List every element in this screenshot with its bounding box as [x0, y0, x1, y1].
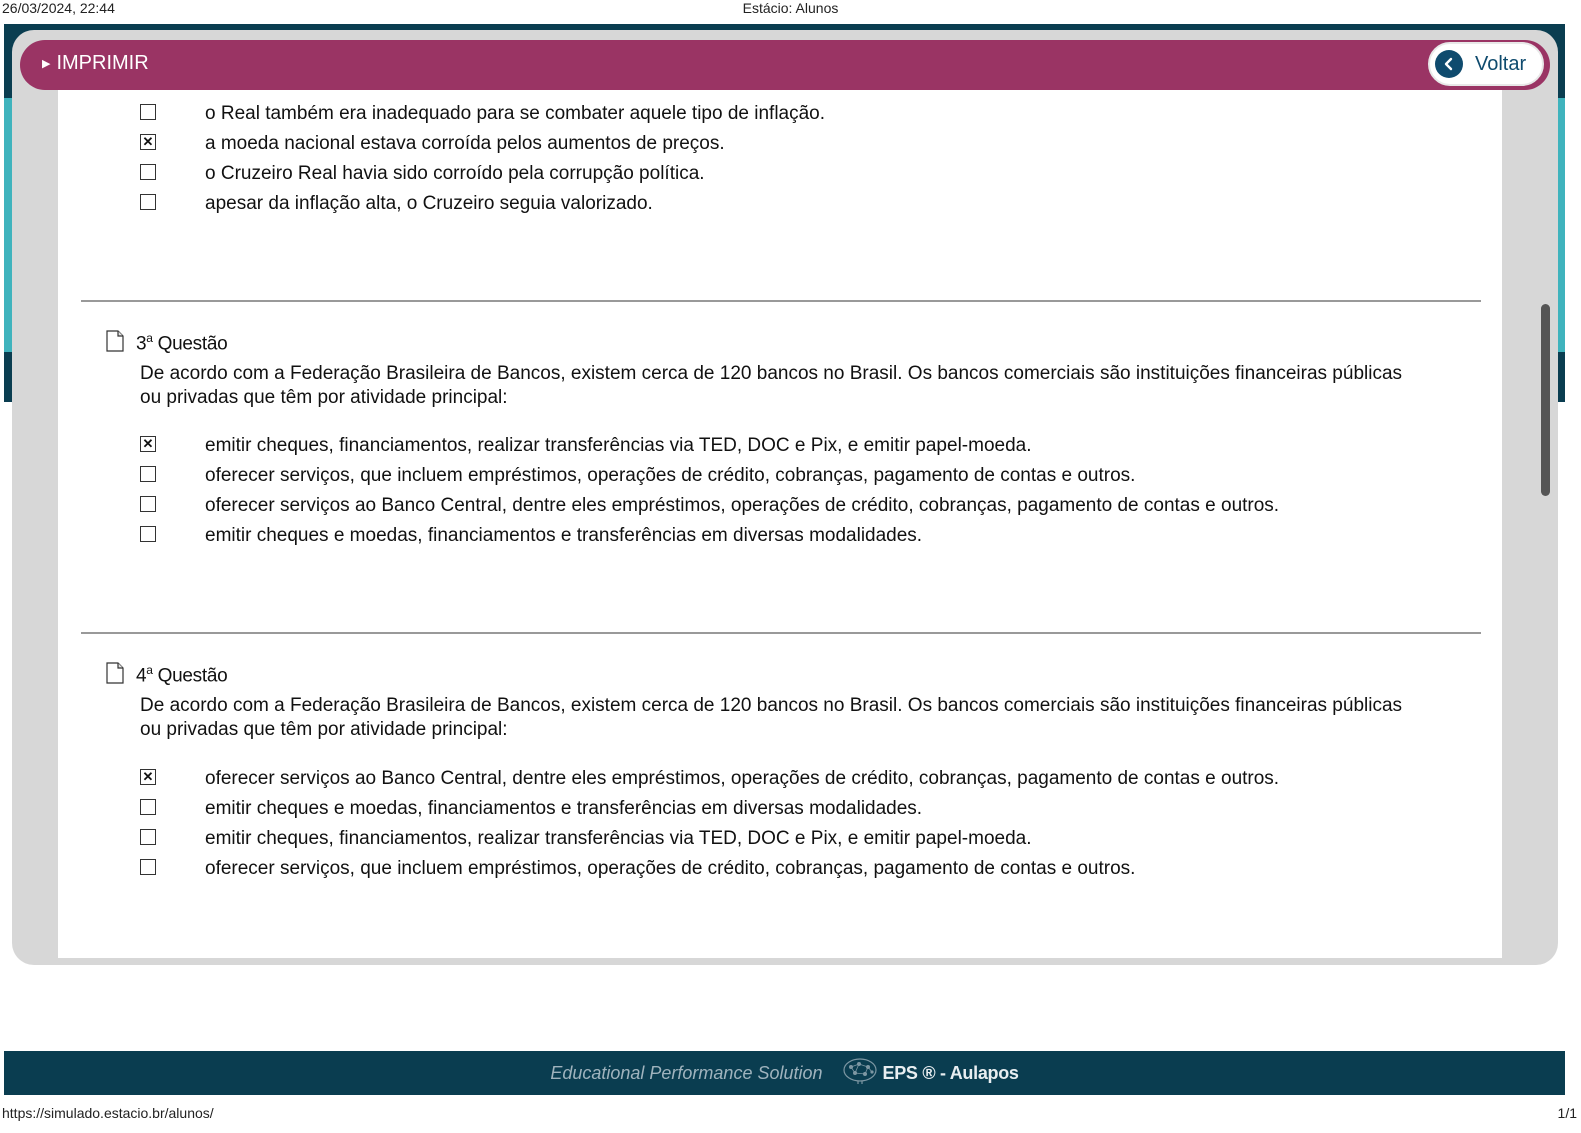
play-triangle-icon: ▶	[42, 58, 51, 70]
option-text: oferecer serviços, que incluem empréstimos, operações de crédito, cobranças, pagamento de contas e outros.	[205, 858, 1136, 879]
print-button[interactable]	[42, 52, 149, 75]
print-footer	[0, 1105, 1581, 1123]
option-text: emitir cheques e moedas, financiamentos e transferências em diversas modalidades.	[205, 798, 923, 819]
question-header	[106, 330, 227, 357]
footer-brand: EPS ® - Aulapos	[882, 1062, 1019, 1083]
checkbox[interactable]	[140, 799, 156, 815]
checkbox[interactable]	[140, 194, 156, 210]
modal-toolbar	[20, 40, 1550, 90]
question-text: De acordo com a Federação Brasileira de Bancos, existem cerca de 120 bancos no Brasil. Os bancos comerciais são instituições financeiras públicas ou privadas que têm por atividade principal:	[140, 695, 1403, 740]
print-button-label: IMPRIMIR	[56, 52, 149, 74]
print-url: https://simulado.estacio.br/alunos/	[2, 1105, 214, 1121]
print-page-title: Estácio: Alunos	[742, 0, 839, 16]
checkbox[interactable]	[140, 466, 156, 482]
document-icon	[106, 330, 124, 357]
checkbox[interactable]	[140, 496, 156, 512]
brain-icon	[841, 1057, 879, 1090]
option-text: emitir cheques e moedas, financiamentos e transferências em diversas modalidades.	[205, 525, 923, 546]
footer-tagline: Educational Performance Solution	[550, 1062, 823, 1083]
checkbox-checked[interactable]: ✕	[140, 769, 156, 785]
question-text: De acordo com a Federação Brasileira de Bancos, existem cerca de 120 bancos no Brasil. Os bancos comerciais são instituições financeiras públicas ou privadas que têm por atividade principal:	[140, 363, 1403, 408]
question-title: 3$^a$ Questão	[136, 331, 228, 355]
option-text: o Cruzeiro Real havia sido corroído pela corrupção política.	[205, 163, 705, 184]
question-header	[106, 662, 227, 689]
footer-bar	[4, 1051, 1565, 1095]
option-text: emitir cheques, financiamentos, realizar transferências via TED, DOC e Pix, e emitir papel-moeda.	[205, 435, 1032, 456]
option-text: emitir cheques, financiamentos, realizar transferências via TED, DOC e Pix, e emitir papel-moeda.	[205, 828, 1032, 849]
question-divider	[81, 300, 1481, 302]
checkbox-checked[interactable]: ✕	[140, 134, 156, 150]
content-panel	[58, 90, 1502, 958]
checkbox[interactable]	[140, 164, 156, 180]
back-button-label: Voltar	[1475, 52, 1527, 75]
option-text: oferecer serviços ao Banco Central, dentre eles empréstimos, operações de crédito, cobranças, pagamento de contas e outros.	[205, 495, 1280, 516]
scrollbar-thumb[interactable]	[1541, 304, 1550, 496]
question-title: 4$^a$ Questão	[136, 663, 228, 687]
option-text: a moeda nacional estava corroída pelos aumentos de preços.	[205, 133, 725, 154]
chevron-left-icon	[1435, 50, 1463, 78]
print-header	[0, 0, 1581, 22]
print-datetime: 26/03/2024, 22:44	[2, 0, 115, 16]
question-divider	[81, 632, 1481, 634]
checkbox[interactable]	[140, 829, 156, 845]
checkbox[interactable]	[140, 859, 156, 875]
checkbox-checked[interactable]: ✕	[140, 436, 156, 452]
document-icon	[106, 662, 124, 689]
print-page-number: 1/1	[1557, 1105, 1577, 1121]
option-text: oferecer serviços, que incluem empréstimos, operações de crédito, cobranças, pagamento de contas e outros.	[205, 465, 1136, 486]
checkbox[interactable]	[140, 526, 156, 542]
option-text: oferecer serviços ao Banco Central, dentre eles empréstimos, operações de crédito, cobranças, pagamento de contas e outros.	[205, 768, 1280, 789]
footer-logo	[841, 1057, 1019, 1090]
option-text: apesar da inflação alta, o Cruzeiro seguia valorizado.	[205, 193, 653, 214]
checkbox[interactable]	[140, 104, 156, 120]
option-text: o Real também era inadequado para se combater aquele tipo de inflação.	[205, 103, 826, 124]
back-button[interactable]	[1428, 42, 1544, 86]
